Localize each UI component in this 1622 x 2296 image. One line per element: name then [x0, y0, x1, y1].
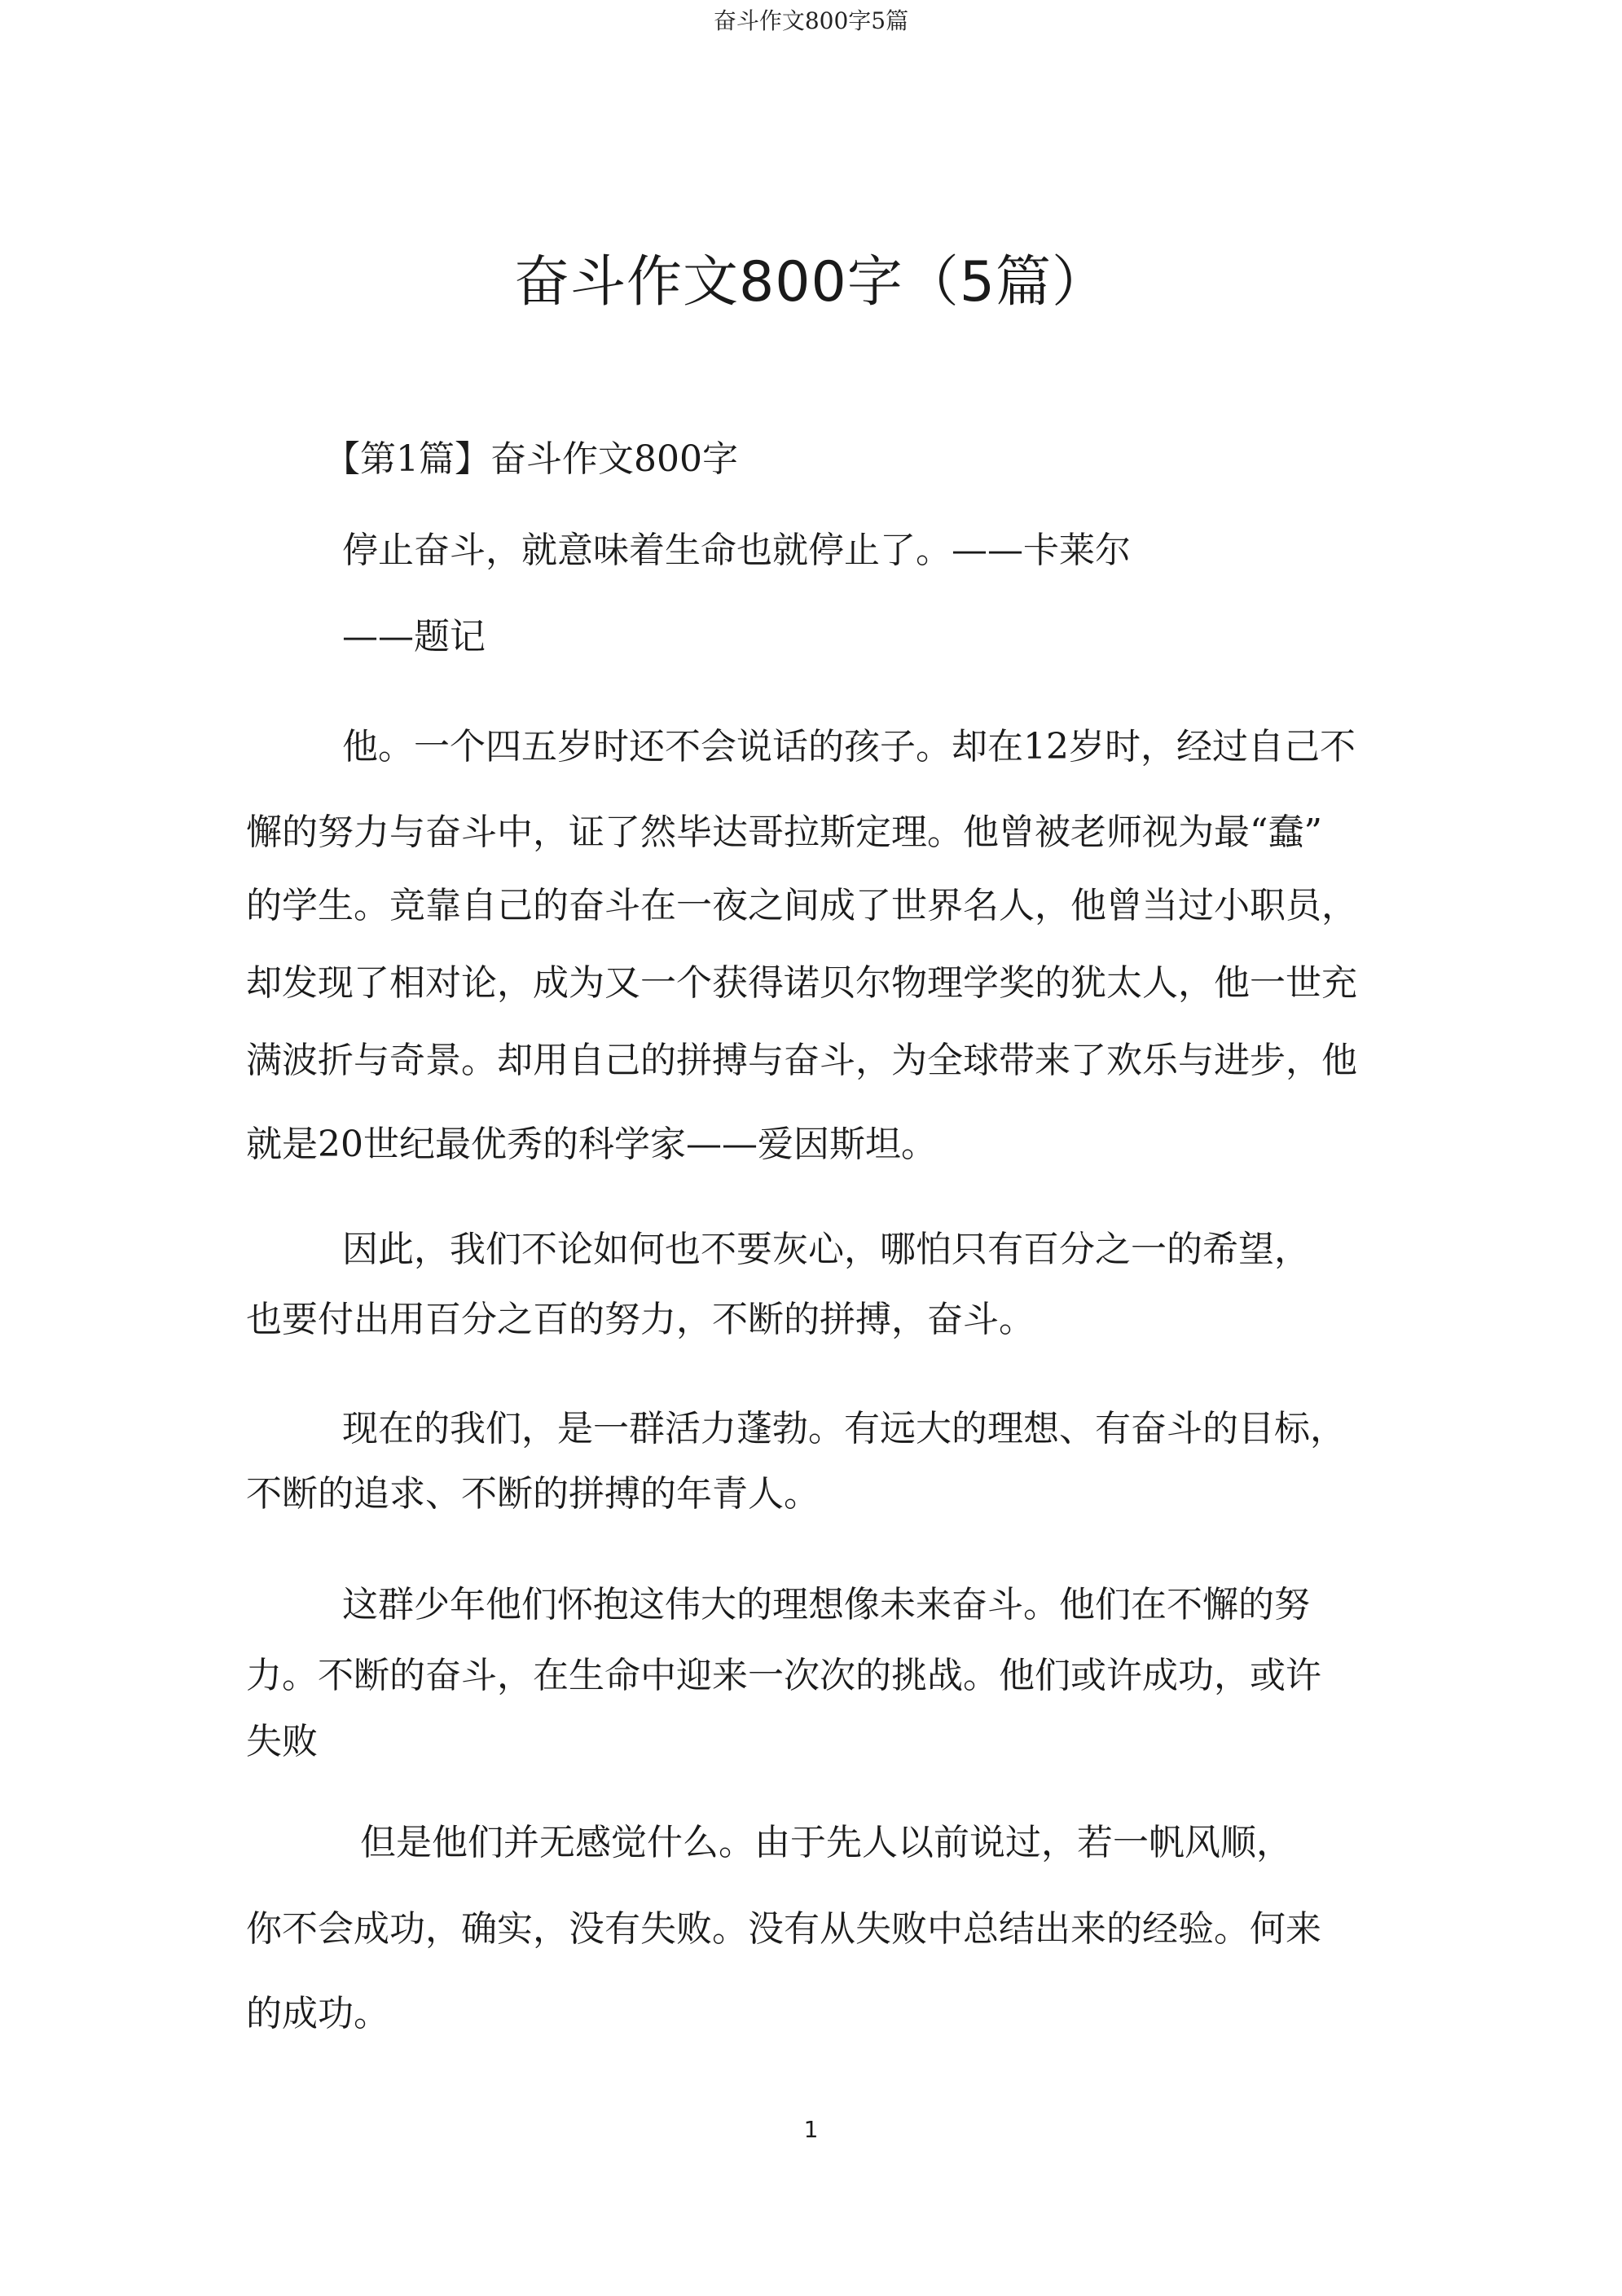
section-heading: 【第1篇】奋斗作文800字	[324, 438, 738, 480]
paragraph-line: 因此，我们不论如何也不要灰心，哪怕只有百分之一的希望，	[342, 1229, 1310, 1270]
paragraph-line: 不断的追求、不断的拼搏的年青人。	[246, 1473, 820, 1515]
running-header: 奋斗作文800字5篇	[713, 7, 909, 34]
paragraph-line: 但是他们并无感觉什么。由于先人以前说过，若一帆风顺，	[360, 1822, 1292, 1863]
paragraph-line: 的学生。竞靠自己的奋斗在一夜之间成了世界名人，他曾当过小职员，	[246, 885, 1357, 926]
paragraph-line: 他。一个四五岁时还不会说话的孩子。却在12岁时，经过自己不	[342, 726, 1356, 768]
paragraph-line: 满波折与奇景。却用自己的拼搏与奋斗，为全球带来了欢乐与进步，他	[246, 1040, 1357, 1081]
paragraph-line: 却发现了相对论，成为又一个获得诺贝尔物理学奖的犹太人，他一世充	[246, 962, 1357, 1004]
epigraph-quote: 停止奋斗，就意味着生命也就停止了。——卡莱尔	[342, 530, 1131, 571]
document-title: 奋斗作文800字（5篇）	[513, 250, 1109, 314]
paragraph-line: 也要付出用百分之百的努力，不断的拼搏，奋斗。	[246, 1299, 1035, 1340]
paragraph-line: 懈的努力与奋斗中，证了然毕达哥拉斯定理。他曾被老师视为最“蠢”	[246, 812, 1322, 853]
paragraph-line: 你不会成功，确实，没有失败。没有从失败中总结出来的经验。何来	[246, 1908, 1321, 1950]
paragraph-line: 的成功。	[246, 1993, 389, 2034]
page-number: 1	[803, 2116, 819, 2143]
paragraph-line: 这群少年他们怀抱这伟大的理想像未来奋斗。他们在不懈的努	[342, 1584, 1310, 1625]
paragraph-line: 就是20世纪最优秀的科学家——爱因斯坦。	[246, 1124, 937, 1165]
paragraph-line: 现在的我们，是一群活力蓬勃。有远大的理想、有奋斗的目标，	[342, 1408, 1346, 1449]
epigraph-note: ——题记	[342, 616, 486, 658]
paragraph-line: 失败	[246, 1721, 318, 1762]
paragraph-line: 力。不断的奋斗，在生命中迎来一次次的挑战。他们或许成功，或许	[246, 1655, 1321, 1696]
